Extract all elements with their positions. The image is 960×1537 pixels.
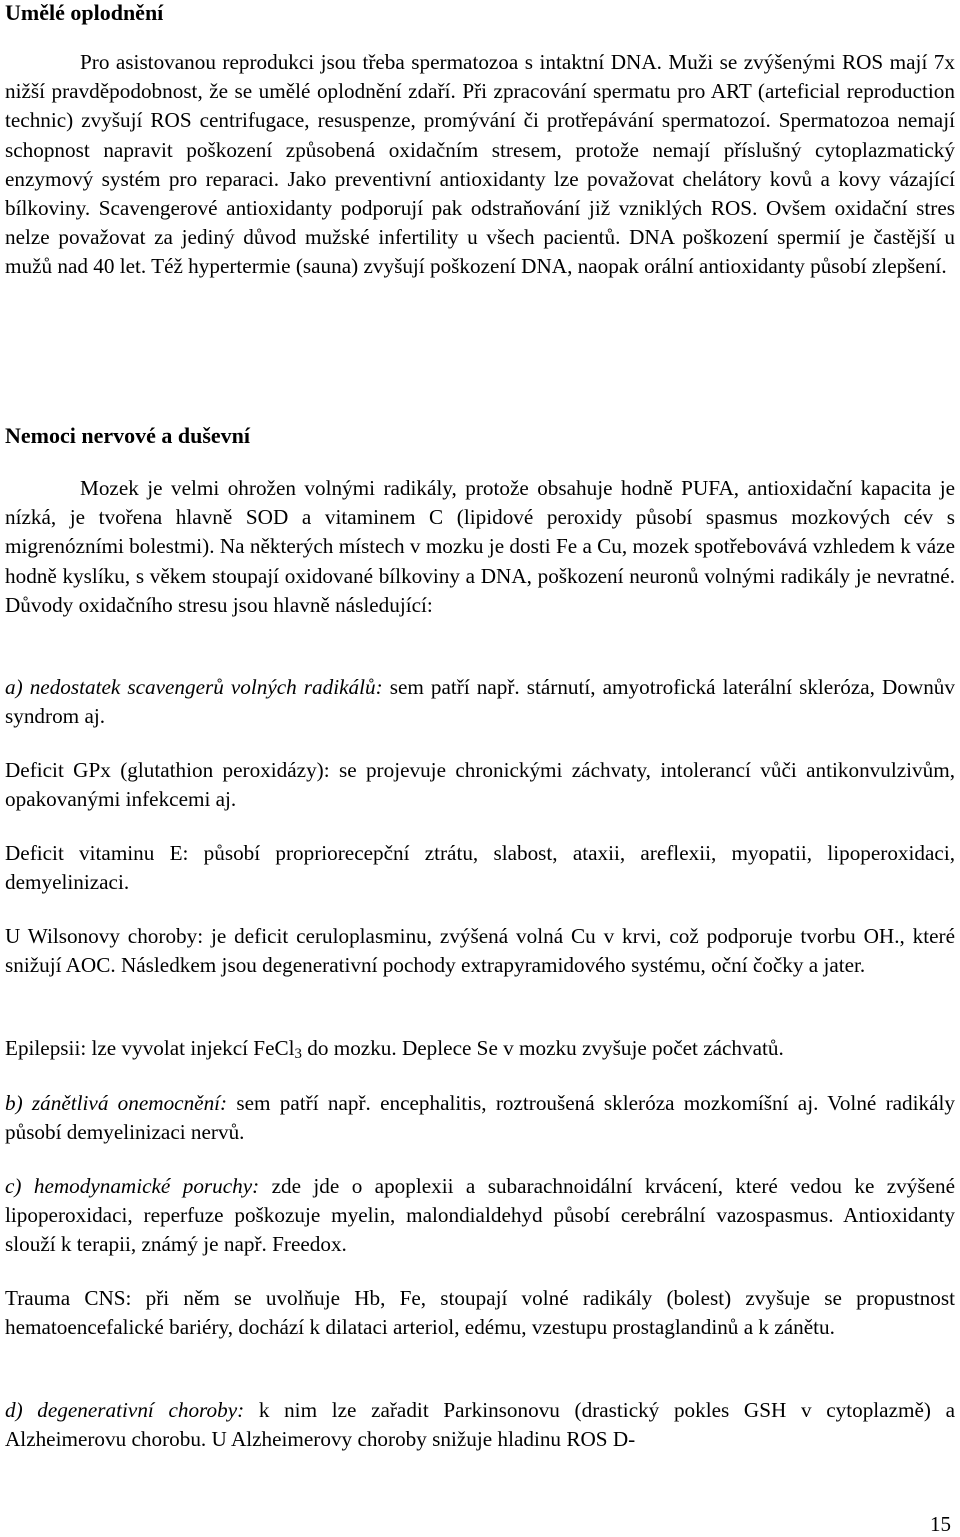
paragraph-vitamin-e-deficit: Deficit vitaminu E: působí propriorecepční ztrátu, slabost, ataxii, areflexii, myopatii, lipoperoxidaci, demyelinizaci.	[5, 841, 955, 895]
item-a-label: a) nedostatek scavengerů volných radikálů:	[5, 675, 383, 699]
item-b-label: b) zánětlivá onemocnění:	[5, 1091, 228, 1115]
paragraph-gpx-deficit: Deficit GPx (glutathion peroxidázy): se projevuje chronickými záchvaty, intolerancí vůči antikonvulzivům, opakovanými infekcemi aj.	[5, 758, 955, 812]
item-d-text: k nim lze zařadit Parkinsonovu (drastický pokles GSH v cytoplazmě) a Alzheimerovu chorobu. U Alzheimerovy choroby snižuje hladinu ROS D-	[5, 1398, 955, 1452]
paragraph-item-a	[5, 673, 955, 731]
item-b-text: sem patří např. encephalitis, roztroušená skleróza mozkomíšní aj. Volné radikály působí demyelinizaci nervů.	[5, 1091, 955, 1145]
paragraph-epilepsy	[5, 1034, 955, 1063]
paragraph-brain-intro: Mozek je velmi ohrožen volnými radikály, protože obsahuje hodně PUFA, antioxidační kapacita je nízká, je tvořena hlavně SOD a vitaminem C (lipidové peroxidy působí spasmus mozkových cév s migrenózními bolestmi). Na některých místech v mozku je dosti Fe a Cu, mozek spotřebovává vzhledem k váze hodně kyslíku, s věkem stoupají oxidované bílkoviny a DNA, poškození neuronů volnými radikály je nevratné. Důvody oxidačního stresu jsou hlavně následující:	[5, 476, 955, 617]
epilepsy-subscript: 3	[294, 1046, 302, 1062]
epilepsy-text-after: do mozku. Deplece Se v mozku zvyšuje počet záchvatů.	[301, 1036, 784, 1060]
paragraph-cns-trauma: Trauma CNS: při něm se uvolňuje Hb, Fe, stoupají volné radikály (bolest) zvyšuje se propustnost hematoencefalické bariéry, dochází k dilataci arteriol, edému, vzestupu prostaglandinů a k zánětu.	[5, 1286, 955, 1340]
item-a-text: sem patří např. stárnutí, amyotrofická laterální skleróza, Downův syndrom aj.	[5, 675, 955, 729]
paragraph-wilson-disease: U Wilsonovy choroby: je deficit ceruloplasminu, zvýšená volná Cu v krvi, což podporuje tvorbu OH., které snižují AOC. Následkem jsou degenerativní pochody extrapyramidového systému, oční čočky a jater.	[5, 924, 955, 978]
item-c-label: c) hemodynamické poruchy:	[5, 1174, 260, 1198]
paragraph-artificial-insemination: Pro asistovanou reprodukci jsou třeba spermatozoa s intaktní DNA. Muži se zvýšenými ROS mají 7x nižší pravděpodobnost, že se umělé oplodnění zdaří. Při zpracování spermatu pro ART (arteficial reproduction technic) zvyšují ROS centrifugace, resuspenze, promývání či protřepávání spermatozoí. Spermatozoa nemají schopnost napravit poškození způsobená oxidačním stresem, protože nemají příslušný cytoplazmatický enzymový systém pro reparaci. Jako preventivní antioxidanty lze považovat chelátory kovů a kovy vázající bílkoviny. Scavengerové antioxidanty podporují pak odstraňování již vzniklých ROS. Ovšem oxidační stres nelze považovat za jediný důvod mužské infertility u všech pacientů. DNA poškození spermií je častější u mužů nad 40 let. Též hypertermie (sauna) zvyšují poškození DNA, naopak orální antioxidanty působí zlepšení.	[5, 50, 955, 279]
heading-nervous-mental-diseases: Nemoci nervové a duševní	[5, 423, 251, 448]
item-c-text: zde jde o apoplexii a subarachnoidální krvácení, které vedou ke zvýšené lipoperoxidaci, reperfuze poškozuje myelin, malondialdehyd působí cerebrální vazospasmus. Antioxidanty slouží k terapii, známý je např. Freedox.	[5, 1174, 956, 1257]
item-d-label: d) degenerativní choroby:	[5, 1398, 245, 1422]
page-number: 15	[930, 1512, 951, 1536]
paragraph-item-b	[5, 1089, 955, 1147]
paragraph-item-c	[5, 1172, 955, 1260]
heading-artificial-insemination: Umělé oplodnění	[5, 0, 164, 25]
epilepsy-text-before: Epilepsii: lze vyvolat injekcí FeCl	[5, 1036, 295, 1060]
paragraph-item-d	[5, 1396, 955, 1454]
